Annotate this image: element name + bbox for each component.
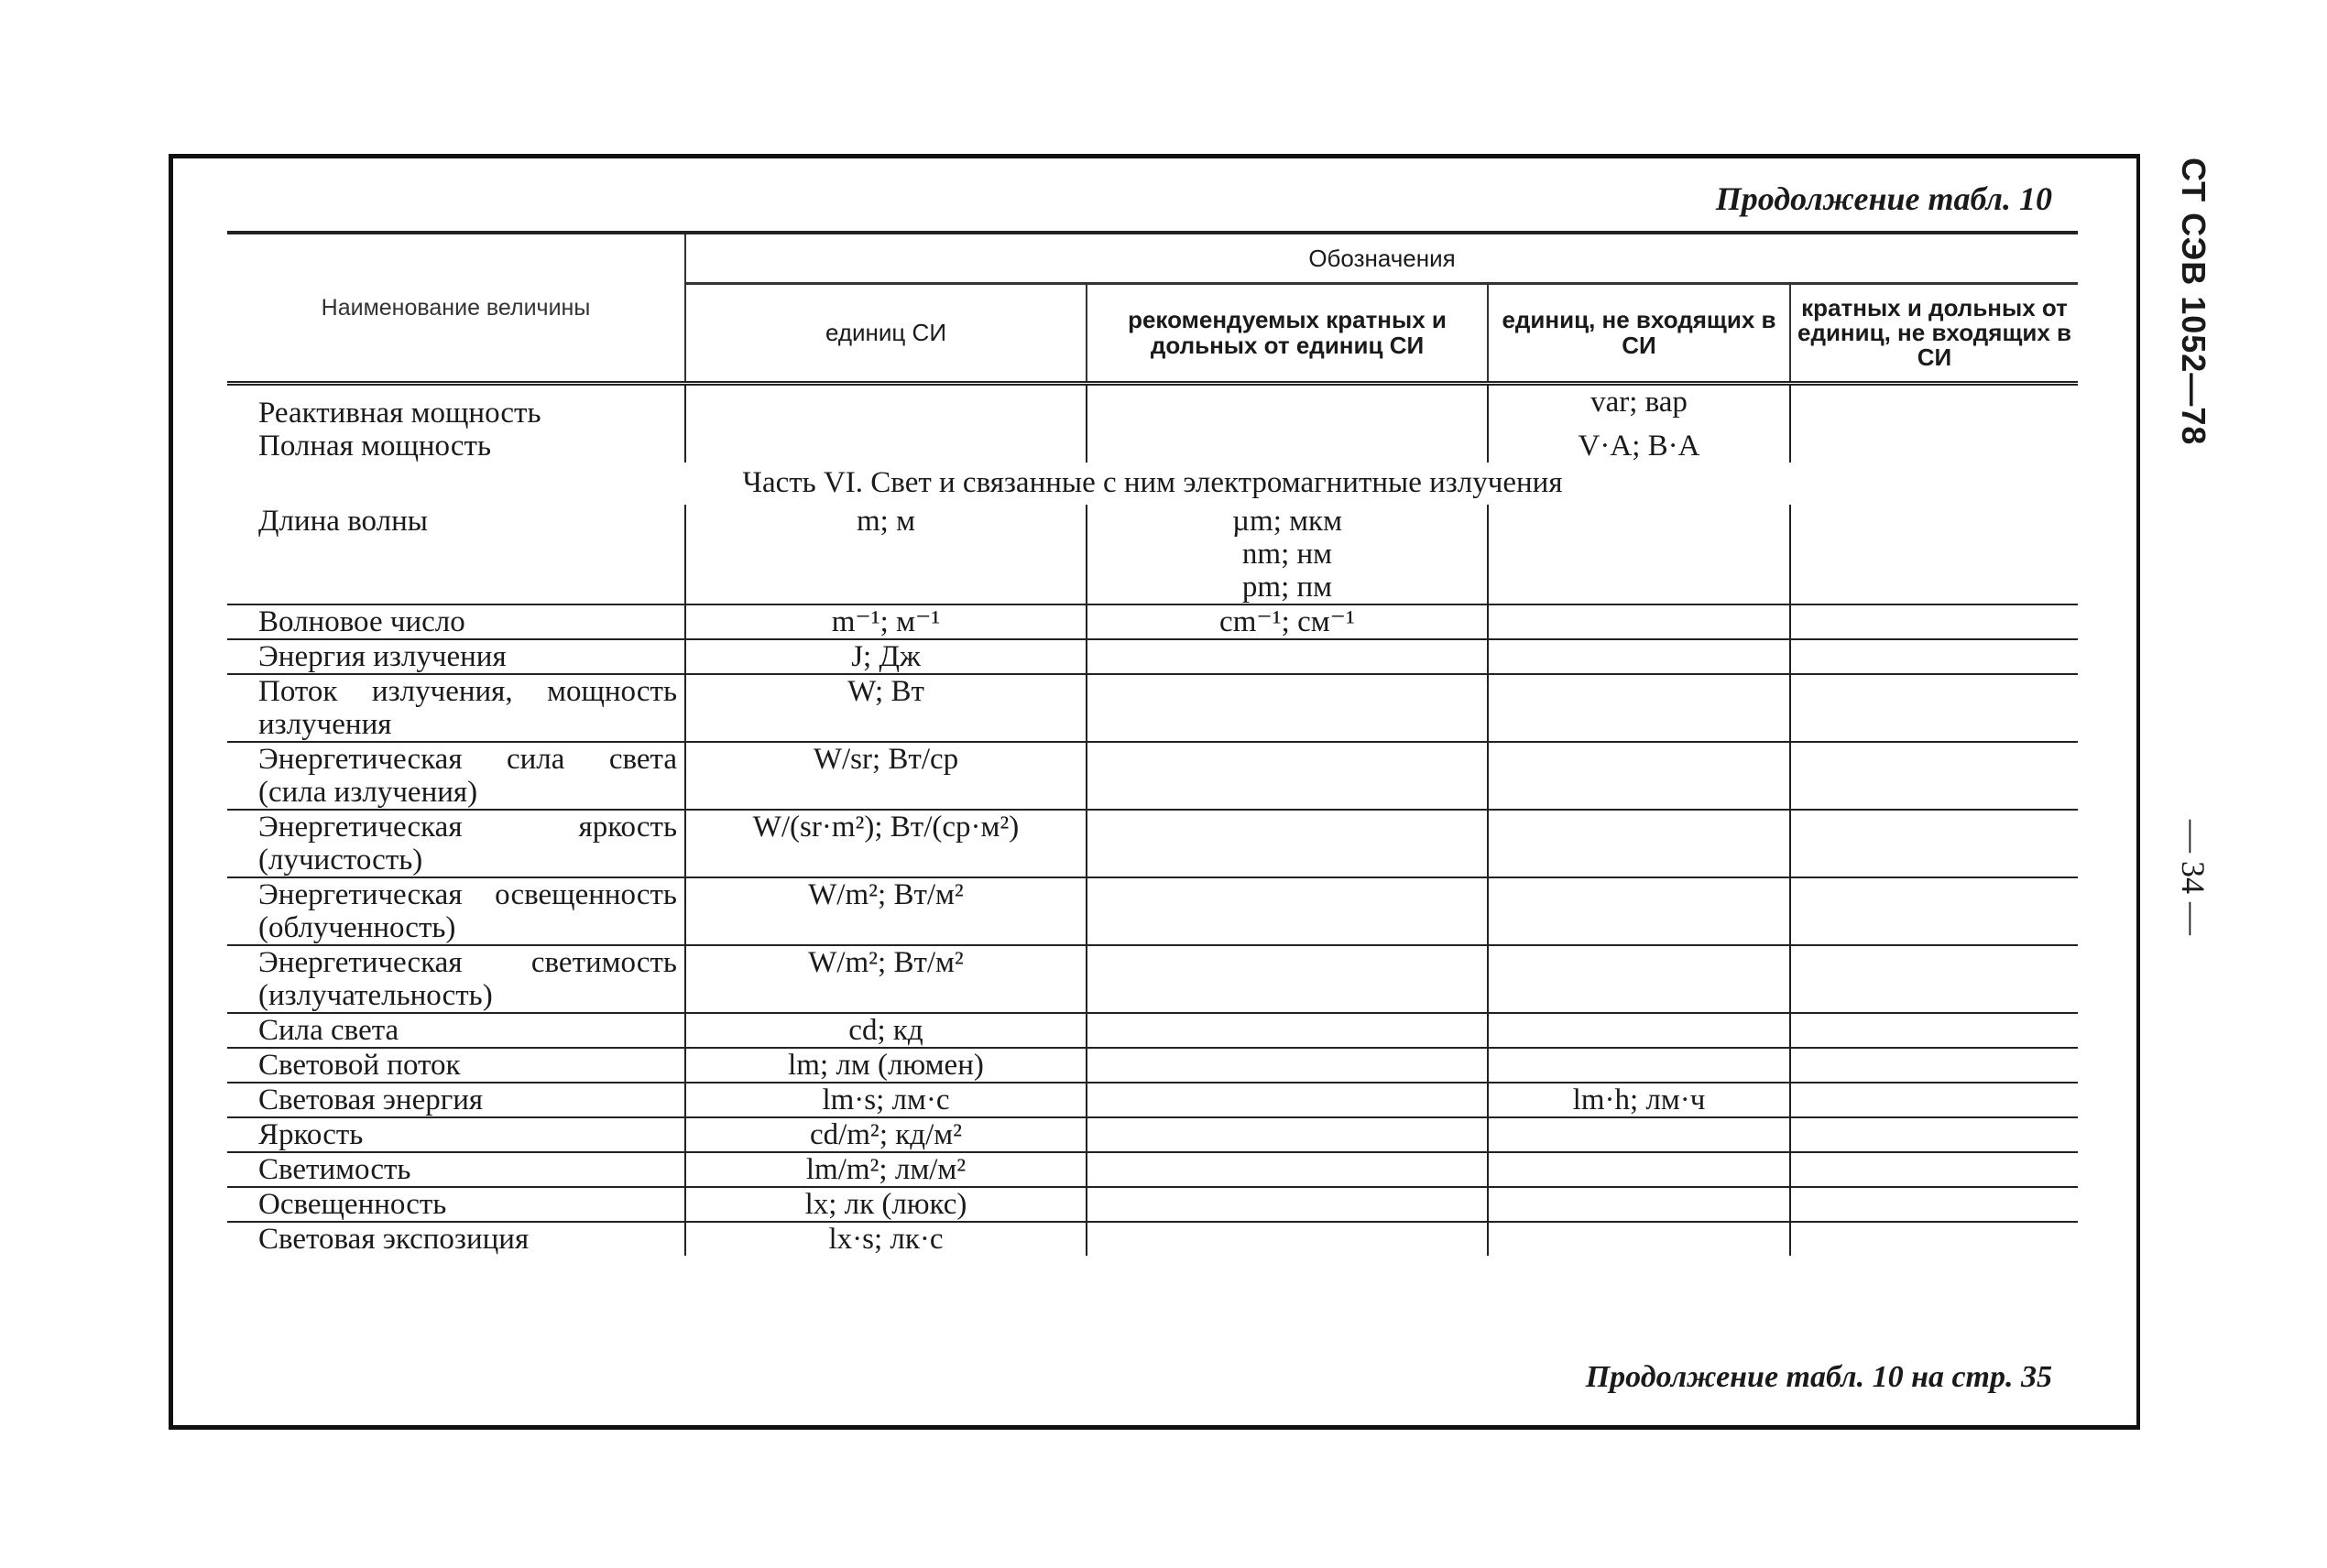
recommended-unit: [1087, 430, 1488, 463]
multiples-non-si-unit: [1790, 430, 2078, 463]
quantity-name: Энергия излучения: [227, 639, 685, 674]
si-unit: [685, 430, 1087, 463]
si-unit: lx; лк (люкс): [685, 1187, 1087, 1222]
table-row: [227, 639, 2078, 674]
table-row: [227, 1013, 2078, 1048]
recommended-unit: [1087, 810, 1488, 877]
header-name: Наименование величины: [227, 233, 685, 384]
quantity-name: Энергетическая сила света (сила излучения): [227, 742, 685, 810]
recommended-unit: [1087, 639, 1488, 674]
si-unit: [685, 384, 1087, 430]
multiples-non-si-unit: [1790, 639, 2078, 674]
si-unit: cd/m²; кд/м²: [685, 1117, 1087, 1152]
table-row: [227, 1048, 2078, 1083]
recommended-unit: [1087, 1222, 1488, 1256]
quantity-name: Яркость: [227, 1117, 685, 1152]
non-si-unit: [1488, 639, 1790, 674]
recommended-unit: [1087, 742, 1488, 810]
multiples-non-si-unit: [1790, 945, 2078, 1013]
recommended-unit: [1087, 1013, 1488, 1048]
recommended-unit: [1087, 384, 1488, 430]
non-si-unit: [1488, 1048, 1790, 1083]
quantity-name: Энергетическая яркость (лучистость): [227, 810, 685, 877]
si-unit: lm·s; лм·с: [685, 1083, 1087, 1117]
non-si-unit: [1488, 742, 1790, 810]
si-unit: J; Дж: [685, 639, 1087, 674]
table-row: [227, 604, 2078, 639]
header-si: единиц СИ: [685, 284, 1087, 384]
table-row: [227, 1117, 2078, 1152]
quantity-name: Сила света: [227, 1013, 685, 1048]
non-si-unit: [1488, 945, 1790, 1013]
multiples-non-si-unit: [1790, 742, 2078, 810]
units-table: [227, 231, 2078, 1256]
multiples-non-si-unit: [1790, 1083, 2078, 1117]
recommended-unit: cm⁻¹; см⁻¹: [1087, 604, 1488, 639]
si-unit: W/(sr·m²); Вт/(ср·м²): [685, 810, 1087, 877]
multiples-non-si-unit: [1790, 1048, 2078, 1083]
multiples-non-si-unit: [1790, 1117, 2078, 1152]
quantity-name: Поток излучения, мощность излучения: [227, 674, 685, 742]
page-number: — 34 —: [2175, 820, 2212, 935]
table-row: [227, 945, 2078, 1013]
quantity-name: Световая энергия: [227, 1083, 685, 1117]
recommended-unit: [1087, 877, 1488, 945]
non-si-unit: [1488, 1152, 1790, 1187]
recommended-unit: µm; мкм nm; нм pm; пм: [1087, 505, 1488, 604]
si-unit: m; м: [685, 505, 1087, 604]
standard-number: СТ СЭВ 1052—78: [2175, 158, 2212, 446]
recommended-unit: [1087, 945, 1488, 1013]
recommended-unit: [1087, 1117, 1488, 1152]
table-row: [227, 505, 2078, 604]
multiples-non-si-unit: [1790, 1013, 2078, 1048]
quantity-name: Световой поток: [227, 1048, 685, 1083]
multiples-non-si-unit: [1790, 877, 2078, 945]
recommended-unit: [1087, 1083, 1488, 1117]
header-recommended: рекомендуемых кратных и дольных от единиц СИ: [1087, 284, 1488, 384]
si-unit: W/m²; Вт/м²: [685, 945, 1087, 1013]
non-si-unit: [1488, 1187, 1790, 1222]
non-si-unit: [1488, 877, 1790, 945]
non-si-unit: [1488, 810, 1790, 877]
table-row: [227, 1187, 2078, 1222]
si-unit: W/m²; Вт/м²: [685, 877, 1087, 945]
quantity-name: Реактивная мощность: [258, 397, 541, 430]
quantity-name: Световая экспозиция: [258, 1223, 530, 1256]
header-group: Обозначения: [685, 233, 2078, 284]
non-si-unit: [1488, 505, 1790, 604]
non-si-unit: [1488, 604, 1790, 639]
non-si-unit: [1488, 1222, 1790, 1256]
multiples-non-si-unit: [1790, 810, 2078, 877]
non-si-unit: var; вар: [1488, 384, 1790, 430]
quantity-name: Волновое число: [227, 604, 685, 639]
table-row: [227, 430, 2078, 463]
header-non-si: единиц, не входящих в СИ: [1488, 284, 1790, 384]
si-unit: lm/m²; лм/м²: [685, 1152, 1087, 1187]
table-row: [227, 742, 2078, 810]
table-row: [227, 1222, 2078, 1256]
quantity-name: Энергетическая освещенность (облученность): [227, 877, 685, 945]
multiples-non-si-unit: [1790, 384, 2078, 430]
si-unit: cd; кд: [685, 1013, 1087, 1048]
table-row: [227, 674, 2078, 742]
table-row: [227, 877, 2078, 945]
si-unit: m⁻¹; м⁻¹: [685, 604, 1087, 639]
multiples-non-si-unit: [1790, 1152, 2078, 1187]
quantity-name: Энергетическая светимость (излучательность): [227, 945, 685, 1013]
si-unit: lx·s; лк·с: [685, 1222, 1087, 1256]
continuation-header: Продолжение табл. 10: [1715, 180, 2052, 217]
section-row: [227, 463, 2078, 505]
table-row: [227, 1152, 2078, 1187]
non-si-unit: [1488, 674, 1790, 742]
non-si-unit: [1488, 1013, 1790, 1048]
recommended-unit: [1087, 1152, 1488, 1187]
non-si-unit: [1488, 1117, 1790, 1152]
si-unit: W; Вт: [685, 674, 1087, 742]
multiples-non-si-unit: [1790, 1187, 2078, 1222]
multiples-non-si-unit: [1790, 604, 2078, 639]
quantity-name: Освещенность: [227, 1187, 685, 1222]
recommended-unit: [1087, 674, 1488, 742]
recommended-unit: [1087, 1187, 1488, 1222]
multiples-non-si-unit: [1790, 1222, 2078, 1256]
side-margin: [2148, 154, 2212, 1430]
recommended-unit: [1087, 1048, 1488, 1083]
table-row: [227, 810, 2078, 877]
si-unit: lm; лм (люмен): [685, 1048, 1087, 1083]
si-unit: W/sr; Вт/ср: [685, 742, 1087, 810]
table-row: [227, 384, 2078, 430]
table-row: [227, 1083, 2078, 1117]
non-si-unit: V·A; В·А: [1488, 430, 1790, 463]
section-title: Часть VI. Свет и связанные с ним электромагнитные излучения: [742, 466, 1563, 499]
header-multiples-non-si: кратных и дольных от единиц, не входящих в СИ: [1790, 284, 2078, 384]
quantity-name: Светимость: [227, 1152, 685, 1187]
multiples-non-si-unit: [1790, 505, 2078, 604]
non-si-unit: lm·h; лм·ч: [1488, 1083, 1790, 1117]
quantity-name: Длина волны: [227, 505, 685, 604]
multiples-non-si-unit: [1790, 674, 2078, 742]
continuation-footer: Продолжение табл. 10 на стр. 35: [1585, 1360, 2052, 1394]
quantity-name: Полная мощность: [258, 430, 491, 463]
